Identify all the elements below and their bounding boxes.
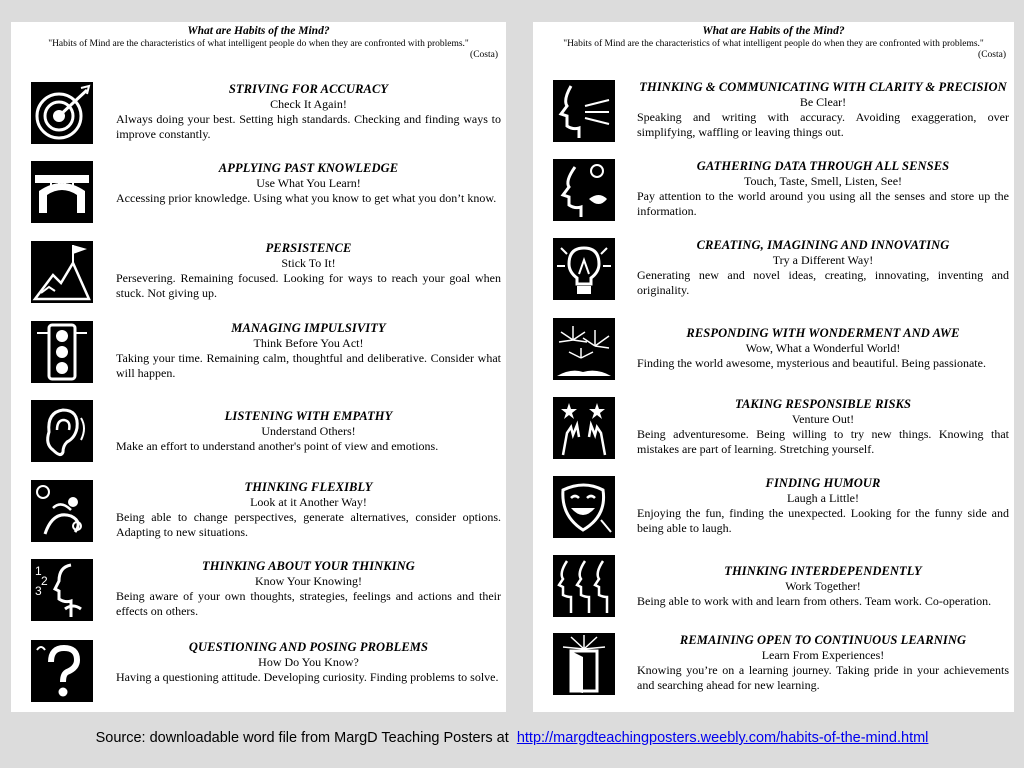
habit-description: Having a questioning attitude. Developing curiosity. Finding problems to solve. bbox=[116, 670, 499, 684]
habit-subtitle: Venture Out! bbox=[791, 412, 855, 426]
habit-subtitle: Stick To It! bbox=[281, 256, 336, 270]
habit-description: Being able to work with and learn from others. Team work. Co-operation. bbox=[637, 594, 992, 608]
habit-title: TAKING RESPONSIBLE RISKS bbox=[734, 397, 912, 411]
habit-description: Pay attention to the world around you using all the senses and store up the information. bbox=[637, 189, 1009, 218]
habit-title: QUESTIONING AND POSING PROBLEMS bbox=[188, 640, 429, 654]
habit-title: REMAINING OPEN TO CONTINUOUS LEARNING bbox=[679, 633, 967, 647]
habit-description: Generating new and novel ideas, creating, innovating, inventing and originality. bbox=[637, 268, 1009, 297]
speaking-face-icon bbox=[553, 80, 615, 142]
quote-credit: (Costa) bbox=[470, 50, 498, 60]
page-title: What are Habits of the Mind? bbox=[187, 25, 330, 37]
quote-credit: (Costa) bbox=[978, 50, 1006, 60]
habit-title: PERSISTENCE bbox=[265, 241, 352, 255]
senses-face-icon bbox=[553, 159, 615, 221]
page-quote: "Habits of Mind are the characteristics of what intelligent people do when they are confronted with problems." bbox=[48, 39, 469, 49]
faces-group-icon bbox=[553, 555, 615, 617]
habit-subtitle: Work Together! bbox=[785, 579, 861, 593]
habit-subtitle: Understand Others! bbox=[261, 424, 356, 438]
source-link[interactable]: http://margdteachingposters.weebly.com/habits-of-the-mind.html bbox=[516, 730, 929, 746]
habit-title: RESPONDING WITH WONDERMENT AND AWE bbox=[686, 326, 960, 340]
reaching-hands-icon bbox=[553, 397, 615, 459]
page-header bbox=[533, 22, 1014, 61]
left-page bbox=[11, 22, 506, 712]
habit-description: Speaking and writing with accuracy. Avoiding exaggeration, over simplifying, waffling or leaving things out. bbox=[637, 110, 1009, 139]
habit-description: Make an effort to understand another's point of view and emotions. bbox=[116, 439, 439, 453]
habit-title: STRIVING FOR ACCURACY bbox=[228, 82, 389, 96]
flexible-figure-icon bbox=[31, 480, 93, 542]
habit-title: CREATING, IMAGINING AND INNOVATING bbox=[696, 238, 950, 252]
bridge-icon bbox=[31, 161, 93, 223]
habit-subtitle: Think Before You Act! bbox=[253, 336, 364, 350]
habit-description: Being adventuresome. Being willing to try new things. Knowing that mistakes are part of learning. Stretching yourself. bbox=[637, 427, 1009, 456]
habit-subtitle: Be Clear! bbox=[799, 95, 847, 109]
habit-subtitle: Wow, What a Wonderful World! bbox=[745, 341, 901, 355]
svg-text:1: 1 bbox=[35, 564, 42, 578]
habit-title: THINKING ABOUT YOUR THINKING bbox=[202, 559, 415, 573]
habit-subtitle: Laugh a Little! bbox=[787, 491, 859, 505]
habit-subtitle: Look at it Another Way! bbox=[250, 495, 367, 509]
source-footer bbox=[0, 730, 1024, 746]
habit-subtitle: Know Your Knowing! bbox=[254, 574, 362, 588]
habit-title: THINKING & COMMUNICATING WITH CLARITY & PRECISION bbox=[639, 80, 1007, 94]
habit-description: Enjoying the fun, finding the unexpected. Looking for the funny side and being able to laugh. bbox=[637, 506, 1009, 535]
svg-text:2: 2 bbox=[41, 574, 48, 588]
open-door-icon bbox=[553, 633, 615, 695]
habit-description: Persevering. Remaining focused. Looking for ways to reach your goal when stuck. Not giving up. bbox=[116, 271, 501, 300]
thinker-icon bbox=[31, 559, 93, 621]
habit-title: THINKING INTERDEPENDENTLY bbox=[724, 564, 922, 578]
habit-description: Being aware of your own thoughts, strategies, feelings and actions and their effects on others. bbox=[116, 589, 501, 618]
habit-subtitle: Check It Again! bbox=[270, 97, 347, 111]
mountain-flag-icon bbox=[31, 241, 93, 303]
habit-description: Accessing prior knowledge. Using what you know to get what you don’t know. bbox=[116, 191, 497, 205]
habit-description: Taking your time. Remaining calm, thoughtful and deliberative. Consider what will happen. bbox=[116, 351, 501, 380]
svg-text:3: 3 bbox=[35, 584, 42, 598]
habit-subtitle: Use What You Learn! bbox=[256, 176, 361, 190]
laughing-mask-icon bbox=[553, 476, 615, 538]
habit-description: Knowing you’re on a learning journey. Taking pride in your achievements and searching ahead for new learning. bbox=[637, 663, 1009, 692]
habit-title: LISTENING WITH EMPATHY bbox=[224, 409, 393, 423]
habit-description: Being able to change perspectives, generate alternatives, consider options. Adapting to new situations. bbox=[116, 510, 501, 539]
habit-subtitle: Learn From Experiences! bbox=[761, 648, 885, 662]
habit-title: APPLYING PAST KNOWLEDGE bbox=[218, 161, 399, 175]
ear-icon bbox=[31, 400, 93, 462]
page-title: What are Habits of the Mind? bbox=[702, 25, 845, 37]
habit-title: MANAGING IMPULSIVITY bbox=[231, 321, 386, 335]
habit-description: Finding the world awesome, mysterious and beautiful. Being passionate. bbox=[637, 356, 986, 370]
habit-description: Always doing your best. Setting high standards. Checking and finding ways to improve constantly. bbox=[116, 112, 501, 141]
question-mark-icon bbox=[31, 640, 93, 702]
habit-subtitle: How Do You Know? bbox=[258, 655, 359, 669]
page-header bbox=[11, 22, 506, 61]
fireworks-icon bbox=[553, 318, 615, 380]
lightbulb-icon bbox=[553, 238, 615, 300]
habit-subtitle: Try a Different Way! bbox=[772, 253, 874, 267]
target-icon bbox=[31, 82, 93, 144]
source-text: Source: downloadable word file from MargD Teaching Posters at bbox=[95, 730, 509, 746]
right-page bbox=[533, 22, 1014, 712]
habit-subtitle: Touch, Taste, Smell, Listen, See! bbox=[743, 174, 903, 188]
habit-title: GATHERING DATA THROUGH ALL SENSES bbox=[696, 159, 950, 173]
traffic-light-icon bbox=[31, 321, 93, 383]
habit-title: FINDING HUMOUR bbox=[765, 476, 881, 490]
page-quote: "Habits of Mind are the characteristics of what intelligent people do when they are confronted with problems." bbox=[563, 39, 984, 49]
habit-title: THINKING FLEXIBLY bbox=[244, 480, 373, 494]
